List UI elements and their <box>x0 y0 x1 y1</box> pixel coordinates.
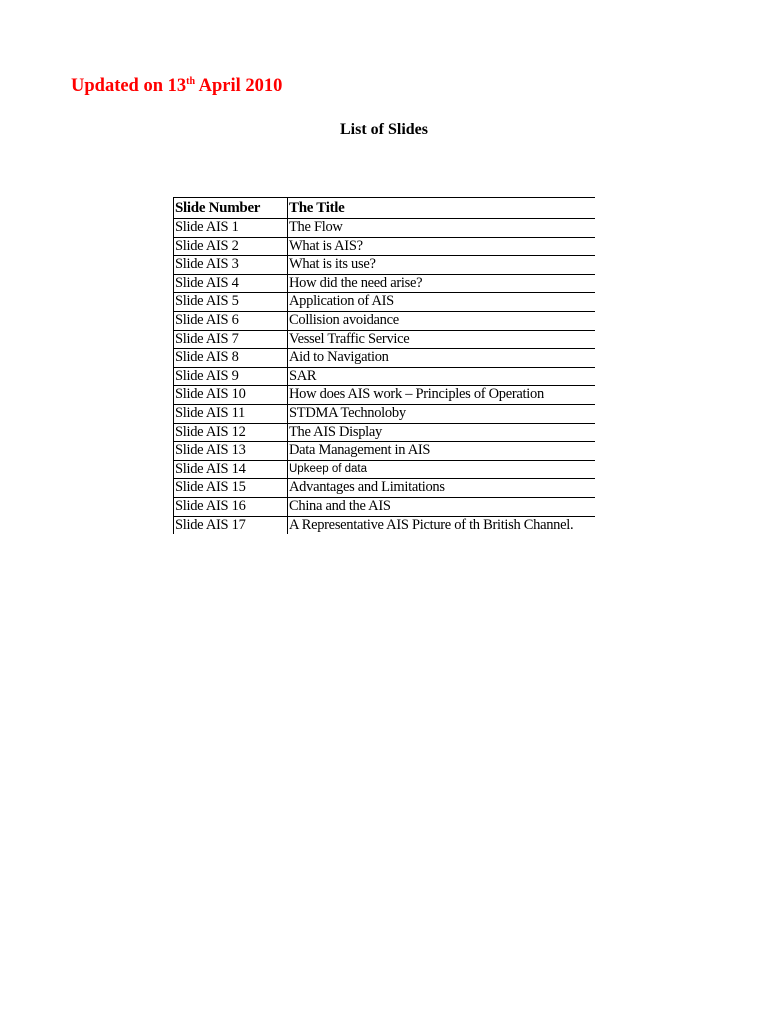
slide-title-cell: A Representative AIS Picture of th British Channel. <box>288 516 596 534</box>
slide-title-cell: Collision avoidance <box>288 311 596 330</box>
table-row <box>174 460 596 479</box>
slide-title-cell: How does AIS work – Principles of Operation <box>288 386 596 405</box>
table-row <box>174 330 596 349</box>
table-row <box>174 256 596 275</box>
slide-number-cell: Slide AIS 13 <box>174 442 288 461</box>
slide-number-cell: Slide AIS 14 <box>174 460 288 479</box>
slide-title-cell: The AIS Display <box>288 423 596 442</box>
slide-number-cell: Slide AIS 10 <box>174 386 288 405</box>
updated-suffix: April 2010 <box>195 76 283 96</box>
slide-number-cell: Slide AIS 2 <box>174 237 288 256</box>
updated-prefix: Updated on 13 <box>71 76 187 96</box>
column-header-title: The Title <box>288 198 596 219</box>
slide-title-cell: China and the AIS <box>288 497 596 516</box>
slide-number-cell: Slide AIS 11 <box>174 404 288 423</box>
table-row <box>174 237 596 256</box>
slide-number-cell: Slide AIS 8 <box>174 349 288 368</box>
table-row <box>174 349 596 368</box>
table-row <box>174 442 596 461</box>
slide-number-cell: Slide AIS 6 <box>174 311 288 330</box>
slide-number-cell: Slide AIS 5 <box>174 293 288 312</box>
slide-number-cell: Slide AIS 12 <box>174 423 288 442</box>
slide-number-cell: Slide AIS 4 <box>174 274 288 293</box>
slide-number-cell: Slide AIS 1 <box>174 219 288 238</box>
table-row <box>174 274 596 293</box>
slide-number-cell: Slide AIS 16 <box>174 497 288 516</box>
slide-title-cell: What is AIS? <box>288 237 596 256</box>
slides-table <box>173 197 595 534</box>
slide-title-cell: What is its use? <box>288 256 596 275</box>
slide-title-cell: STDMA Technoloby <box>288 404 596 423</box>
slide-title-cell: SAR <box>288 367 596 386</box>
column-header-slide-number: Slide Number <box>174 198 288 219</box>
slide-title-cell: Application of AIS <box>288 293 596 312</box>
table-row <box>174 423 596 442</box>
table-row <box>174 311 596 330</box>
updated-ordinal-suffix: th <box>186 75 196 87</box>
slide-title-cell: Aid to Navigation <box>288 349 596 368</box>
slide-title-cell: Upkeep of data <box>288 460 596 479</box>
table-row <box>174 219 596 238</box>
table-row <box>174 516 596 534</box>
slide-title-cell: The Flow <box>288 219 596 238</box>
slide-title-cell: How did the need arise? <box>288 274 596 293</box>
table-header-row <box>174 198 596 219</box>
slide-title-cell: Advantages and Limitations <box>288 479 596 498</box>
slide-title-cell: Vessel Traffic Service <box>288 330 596 349</box>
slide-number-cell: Slide AIS 3 <box>174 256 288 275</box>
table-row <box>174 404 596 423</box>
table-row <box>174 386 596 405</box>
slide-number-cell: Slide AIS 17 <box>174 516 288 534</box>
updated-date-note <box>71 73 282 99</box>
page-title: List of Slides <box>339 121 428 138</box>
slide-number-cell: Slide AIS 7 <box>174 330 288 349</box>
table-row <box>174 479 596 498</box>
table-row <box>174 367 596 386</box>
slide-number-cell: Slide AIS 9 <box>174 367 288 386</box>
slide-number-cell: Slide AIS 15 <box>174 479 288 498</box>
table-row <box>174 497 596 516</box>
slide-title-cell: Data Management in AIS <box>288 442 596 461</box>
slides-table-body <box>174 219 596 535</box>
table-row <box>174 293 596 312</box>
